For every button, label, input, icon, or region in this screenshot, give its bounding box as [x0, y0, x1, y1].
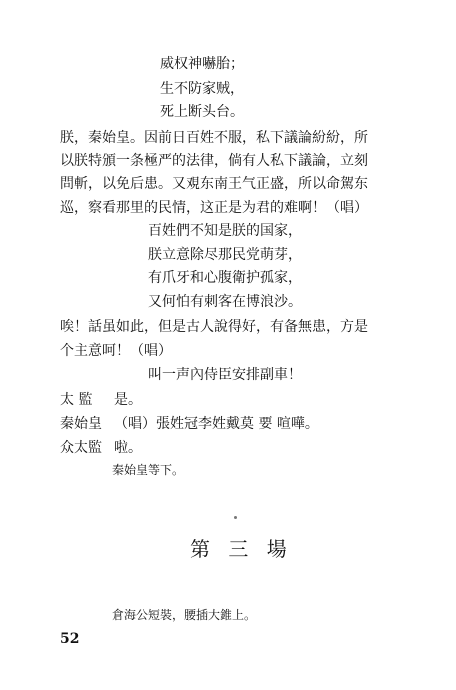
speech-line: 朕，秦始皇。因前日百姓不服，私下議論紛紛，所: [60, 130, 368, 146]
dialogue-line: [60, 391, 142, 409]
role-name: 众太監: [60, 440, 102, 456]
speech-line: 巡，察看那里的民情，这正是为君的难啊！（唱）: [60, 200, 368, 216]
dialogue-text: 是。: [114, 392, 142, 408]
speech-line: 个主意呵！（唱）: [60, 343, 172, 359]
verse-line: 又何怕有刺客在博浪沙。: [148, 294, 302, 310]
speech-line: 唉！話虽如此，但是古人說得好，有备無患，方是: [60, 319, 368, 335]
verse-line: 有爪牙和心腹衛护孤家，: [148, 270, 302, 286]
print-speck: [234, 516, 237, 519]
verse-line: 百姓們不知是朕的国家，: [148, 223, 302, 239]
dialogue-text: 啦。: [114, 440, 142, 456]
verse-line: 叫一声內侍臣安排副車！: [148, 367, 302, 383]
verse-line: 威权神嚇胎；: [160, 56, 244, 72]
verse-line: 朕立意除尽那民党萌芽，: [148, 247, 302, 263]
scene-title: 第 三 場: [190, 537, 293, 561]
dialogue-line: [60, 439, 142, 457]
speech-line: 以朕特頒一条極严的法律，倘有人私下議論，立刻: [60, 153, 368, 169]
speech-line: 問斬，以免后患。又覌东南王气正盛，所以命駕东: [60, 176, 368, 192]
dialogue-line: [60, 415, 319, 433]
role-name: 秦始皇: [60, 416, 102, 432]
dialogue-text: （唱）張姓冠李姓戴莫 要 喧嘩。: [114, 416, 319, 432]
stage-direction: 秦始皇等下。: [112, 463, 185, 477]
verse-line: 生不防家贼，: [160, 81, 244, 97]
stage-direction: 倉海公短裝，腰插大錐上。: [112, 608, 257, 622]
page-number: 52: [60, 631, 80, 647]
verse-line: 死上断头台。: [160, 104, 244, 120]
role-name: 太 監: [60, 392, 93, 408]
